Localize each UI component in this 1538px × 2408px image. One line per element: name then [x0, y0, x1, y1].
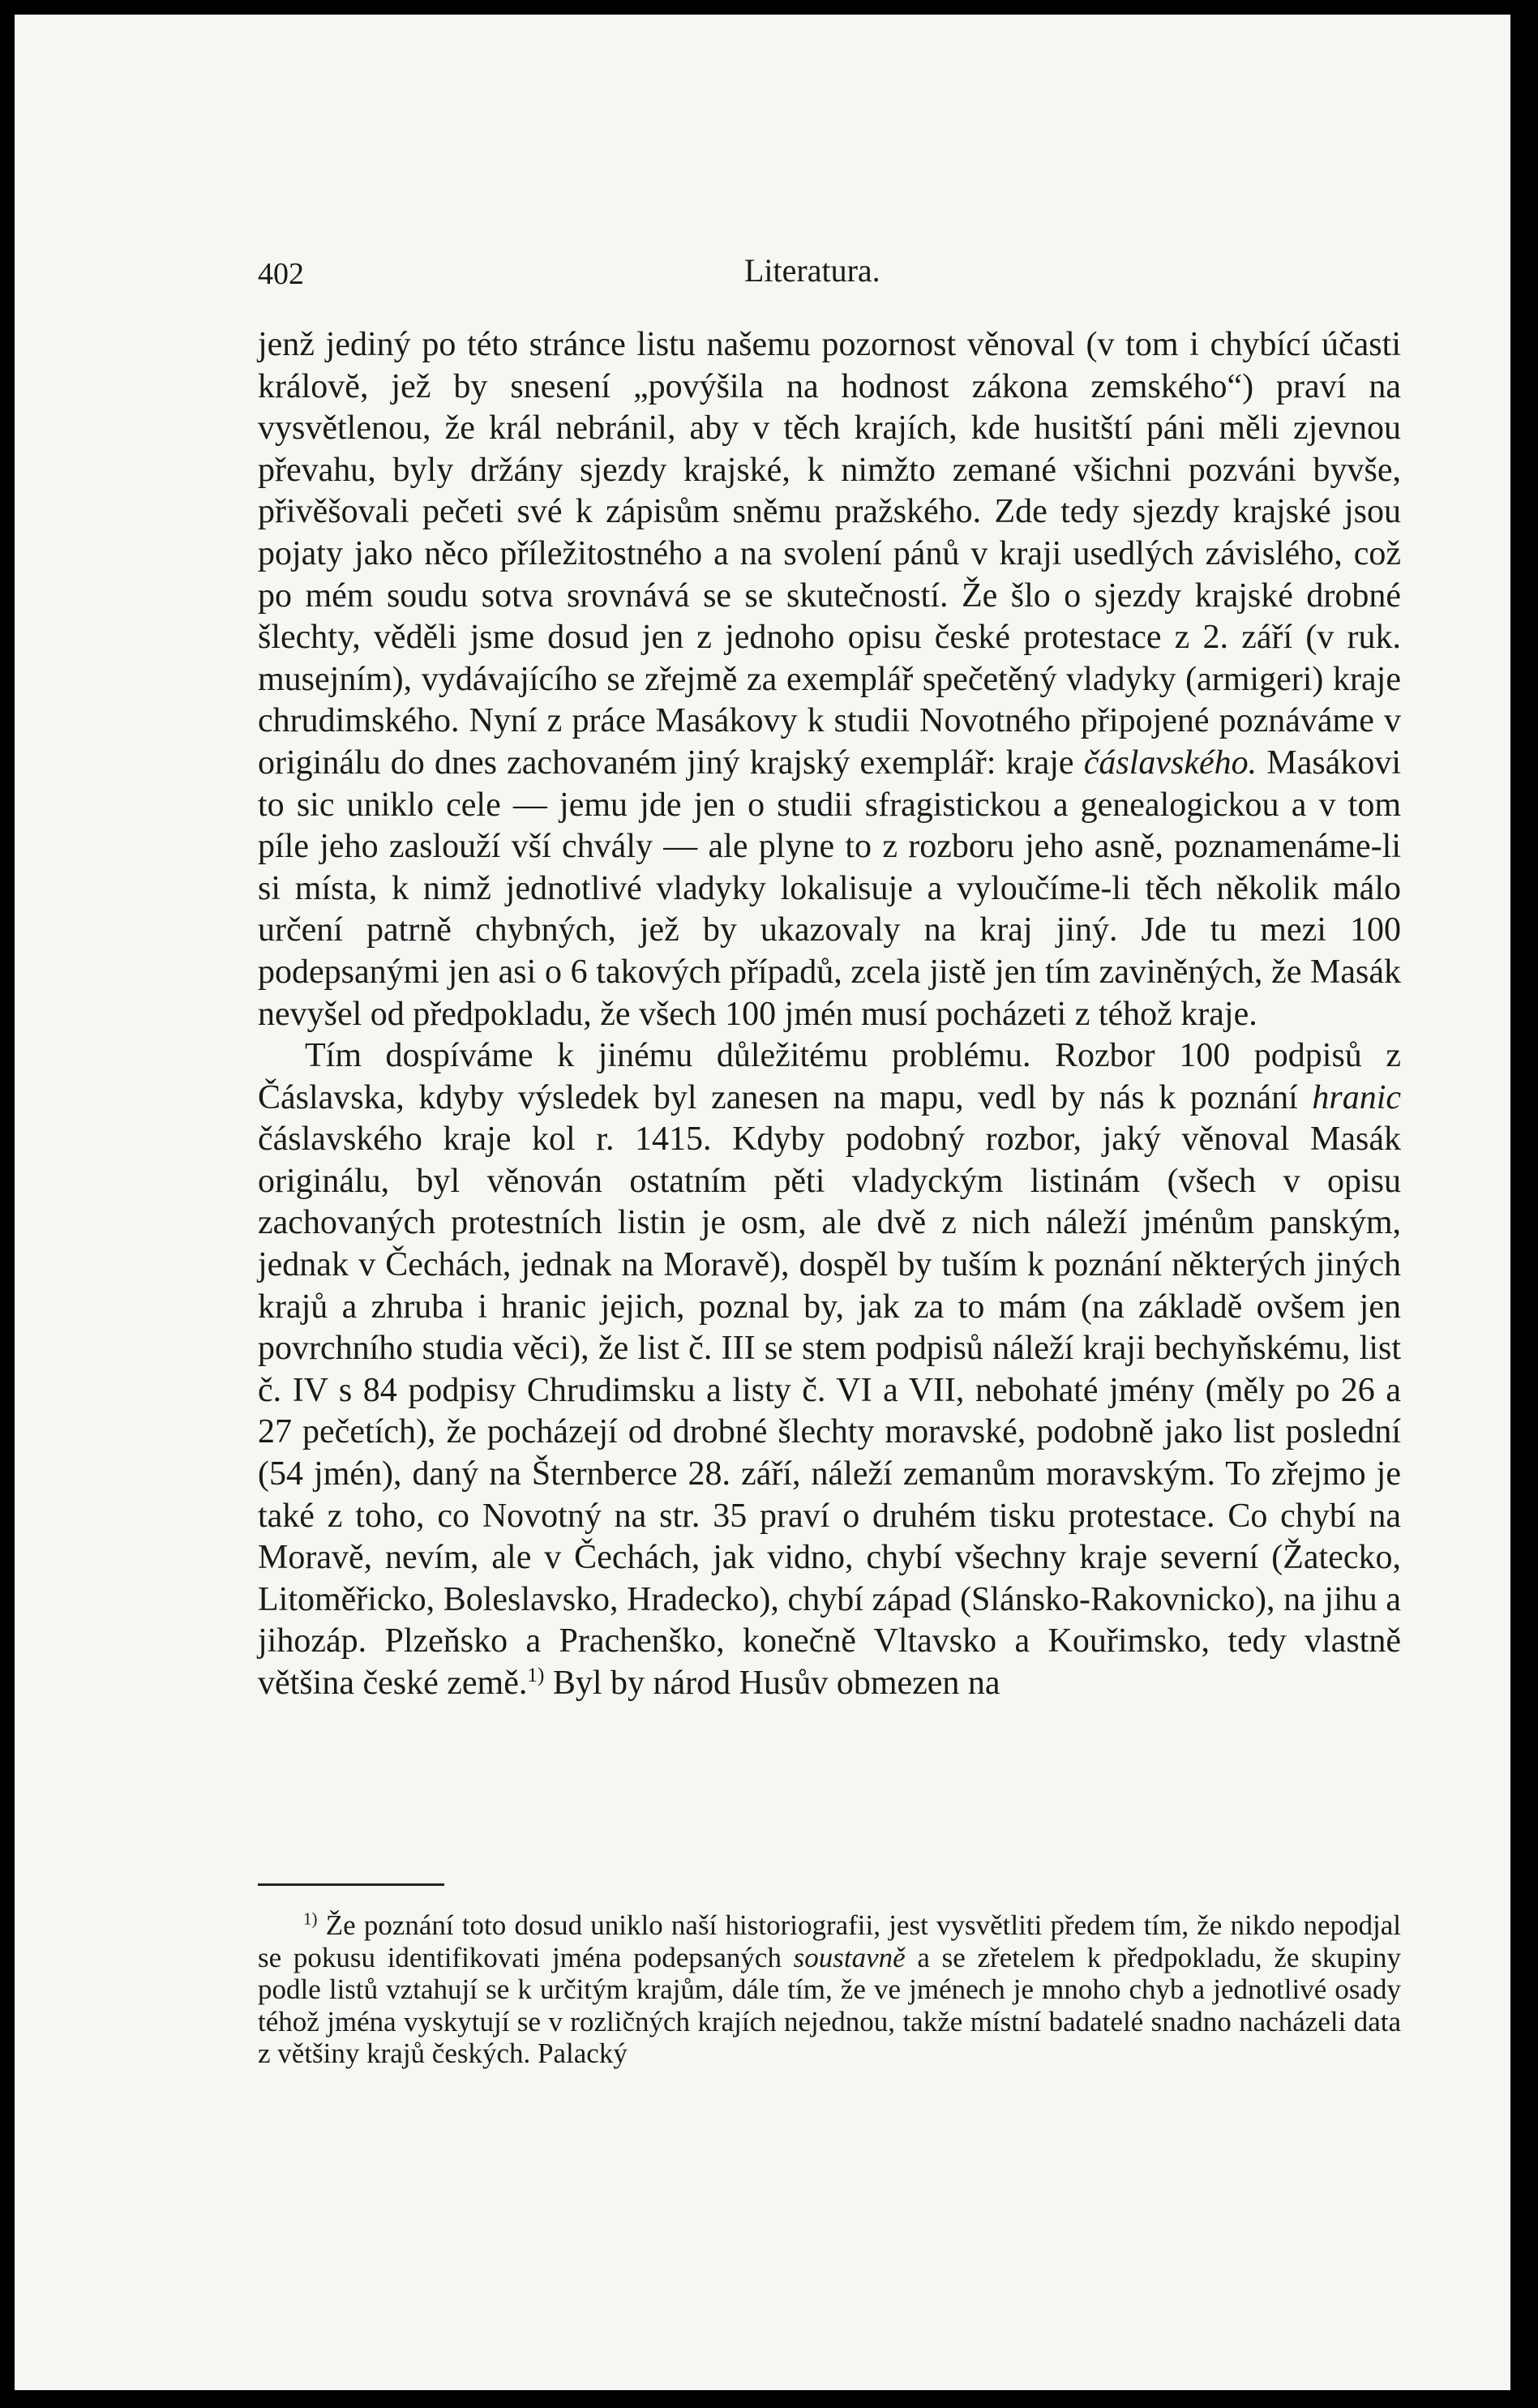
- body-text: [258, 324, 1401, 1705]
- paragraph-1: [258, 324, 1401, 1035]
- footnote-italic: soustavně: [793, 1941, 906, 1973]
- footnote-mark: 1): [303, 1909, 318, 1929]
- paragraph-1-text: jenž jediný po této stránce listu našemu pozornost věnoval (v tom i chybící účasti královĕ, jež by snesení „povýšila na hodnost zákona zemského“) praví na vysvětlenou, že král nebránil, aby v těch krajích, kde husitští páni měli zjevnou převahu, byly držány sjezdy krajské, k nimžto zemané všichni pozváni byvše, přivěšovali pečeti své k zápisům sněmu pražského. Zde tedy sjezdy krajské jsou pojaty jako něco příležitostného a na svolení pánů v kraji usedlých závislého, což po mém soudu sotva srovnává se se skutečností. Že šlo o sjezdy krajské drobné šlechty, věděli jsme dosud jen z jednoho opisu české protestace z 2. září (v ruk. musejním), vydávajícího se zřejmě za exemplář spečetěný vladyky (armigeri) kraje chrudimského. Nyní z práce Masákovy k studii Novotného připojené poznáváme v originálu do dnes zachovaném jiný krajský exemplář: kraje: [258, 326, 1401, 782]
- footnote-reference: 1): [527, 1665, 545, 1686]
- footnote-text-start: Že poznání toto dosud uniklo naší historiografii, jest vysvětliti předem tím, že nikdo nepodjal se pokusu identifikovati jména podepsaných: [258, 1909, 1401, 1973]
- page-number: 402: [258, 257, 304, 291]
- paragraph-1-italic: čáslavského.: [1083, 743, 1257, 782]
- footnote-paragraph: [258, 1909, 1401, 2070]
- paragraph-2-end: čáslavského kraje kol r. 1415. Kdyby podobný rozbor, jaký věnoval Masák originálu, byl věnován ostatním pěti vladyckým listinám (všech v opisu zachovaných protestních listin je osm, ale dvě z nich náleží jménům panským, jednak v Čechách, jednak na Moravě), dospěl by tuším k poznání některých jiných krajů a zhruba i hranic jejich, poznal by, jak za to mám (na základě ovšem jen povrchního studia věci), že list č. III se stem podpisů náleží kraji bechyňskému, list č. IV s 84 podpisy Chrudimsku a listy č. VI a VII, nebohaté jmény (měly po 26 a 27 pečetích), že pocházejí od drobné šlechty moravské, podobně jako list poslední (54 jmén), daný na Šternberce 28. září, náleží zemanům moravským. To zřejmo je také z toho, co Novotný na str. 35 praví o druhém tisku protestace. Co chybí na Moravě, nevím, ale v Čechách, jak vidno, chybí všechny kraje severní (Žatecko, Litoměřicko, Boleslavsko, Hradecko), chybí západ (Slánsko-Rakovnicko), na jihu a jihozáp. Plzeňsko a Prachenško, konečně Vltavsko a Kouřimsko, tedy vlastně většina české země.: [258, 1120, 1401, 1702]
- book-page: [15, 15, 1510, 2390]
- paragraph-2-italic: hranic: [1312, 1078, 1401, 1116]
- paragraph-1-end: Masákovi to sic uniklo cele — jemu jde jen o studii sfragistickou a genealogickou a v tom píle jeho zaslouží vší chvály — ale plyne to z rozboru jeho asně, poznamenáme-li si místa, k nimž jednotlivé vladyky lokalisuje a vyloučíme-li těch několik málo určení patrně chybných, jež by ukazovaly na kraj jiný. Jde tu mezi 100 podepsanými jen asi o 6 takových případů, zcela jistě jen tím zaviněných, že Masák nevyšel od předpokladu, že všech 100 jmén musí pocházeti z téhož kraje.: [258, 743, 1401, 1033]
- footnote-divider: [258, 1883, 444, 1886]
- paragraph-2-tail: Byl by národ Husův obmezen na: [544, 1665, 1000, 1702]
- paragraph-2-start: Tím dospíváme k jinému důležitému problému. Rozbor 100 podpisů z Čáslavska, kdyby výsledek byl zanesen na mapu, vedl by nás k poznání: [258, 1037, 1401, 1116]
- running-head: Literatura.: [744, 252, 880, 289]
- footnote: [258, 1909, 1401, 2070]
- footnote-text-end: a se zřetelem k předpokladu, že skupiny podle listů vztahují se k určitým krajům, dále tím, že ve jménech je mnoho chyb a jednotlivé osady téhož jména vyskytují se v rozličných krajích nejednou, takže místní badatelé snadno nacházeli data z většiny krajů českých. Palacký: [258, 1941, 1401, 2069]
- paragraph-2: [258, 1035, 1401, 1705]
- page-header: [258, 252, 1401, 297]
